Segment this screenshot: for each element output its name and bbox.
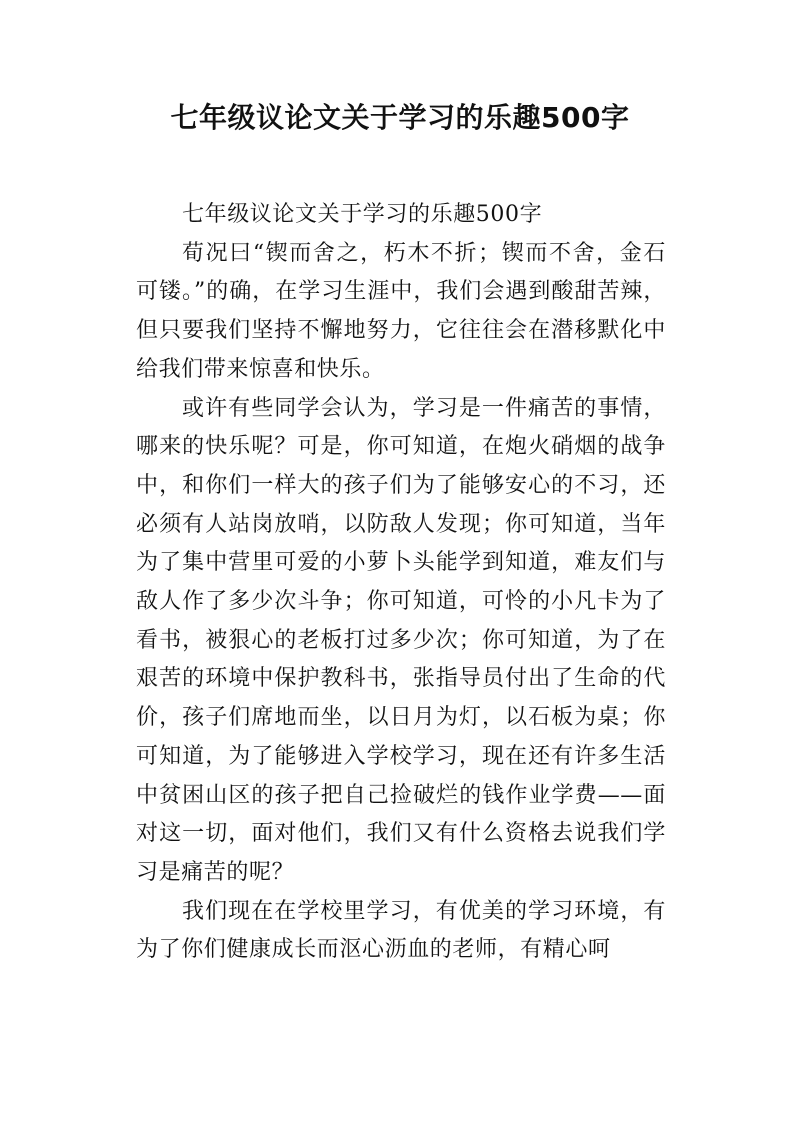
document-body bbox=[136, 196, 666, 970]
paragraph-continuation: 我们现在在学校里学习，有优美的学习环境，有为了你们健康成长而沤心沥血的老师，有精心呵 bbox=[136, 898, 666, 963]
paragraph-intro: 荀况曰“锲而舍之，朽木不折；锲而不舍，金石可镂。”的确，在学习生涯中，我们会遇到酸甜苦辣，但只要我们坚持不懈地努力，它往往会在潜移默化中给我们带来惊喜和快乐。 bbox=[136, 240, 666, 382]
document-title: 七年级议论文关于学习的乐趣500字 bbox=[170, 101, 630, 134]
paragraph-argument: 或许有些同学会认为，学习是一件痛苦的事情，哪来的快乐呢？可是，你可知道，在炮火硝烟的战争中，和你们一样大的孩子们为了能够安心的不习，还必须有人站岗放哨，以防敌人发现；你可知道，当年为了集中营里可爱的小萝卜头能学到知道，难友们与敌人作了多少次斗争；你可知道，可怜的小凡卡为了看书，被狠心的老板打过多少次；你可知道，为了在艰苦的环境中保护教科书，张指导员付出了生命的代价，孩子们席地而坐，以日月为灯，以石板为桌；你可知道，为了能够进入学校学习，现在还有许多生活中贫困山区的孩子把自己捡破烂的钱作业学费——面对这一切，面对他们，我们又有什么资格去说我们学习是痛苦的呢？ bbox=[136, 395, 666, 885]
paragraph-subtitle: 七年级议论文关于学习的乐趣500字 bbox=[182, 202, 543, 227]
